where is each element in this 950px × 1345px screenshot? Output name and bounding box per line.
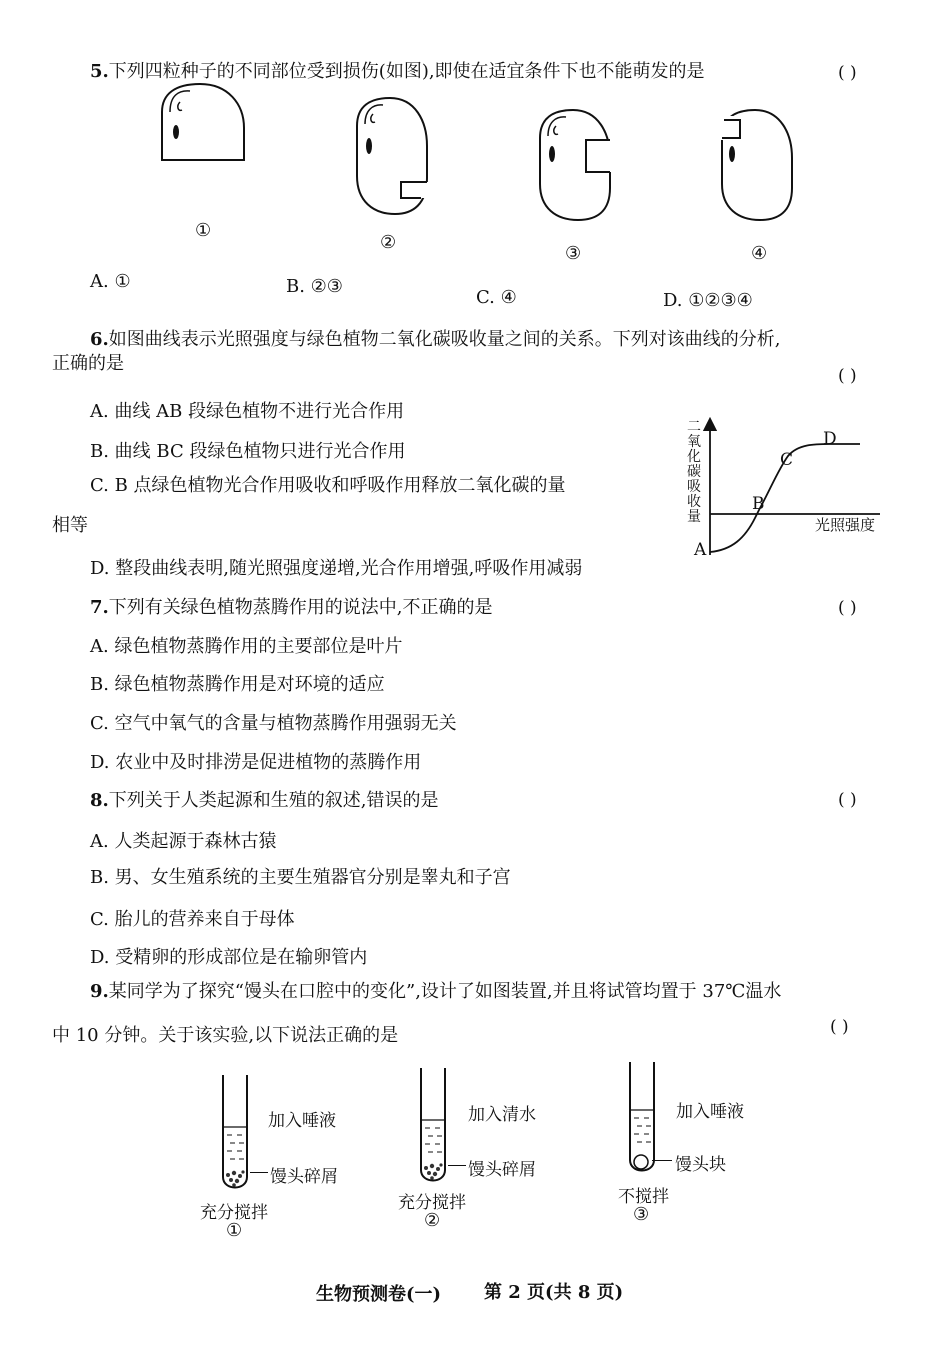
q5-option-c: C. ④ (476, 287, 517, 308)
test-tube-1 (220, 1075, 250, 1193)
tube2-content-label: 馒头碎屑 (468, 1160, 536, 1180)
q9-number: 9. (90, 981, 109, 1002)
tube3-add-label: 加入唾液 (676, 1102, 744, 1122)
q6-stem-line2: 正确的是 (52, 353, 124, 374)
graph-point-a: A (694, 540, 707, 560)
q6-answer-paren: ( ) (838, 366, 857, 386)
tube1-add-label: 加入唾液 (268, 1111, 336, 1131)
tube3-stir-label: 不搅拌 (618, 1187, 669, 1207)
graph-point-b: B (752, 494, 765, 514)
q8-number: 8. (90, 790, 109, 811)
q6-option-b: B. 曲线 BC 段绿色植物只进行光合作用 (90, 441, 406, 462)
seed-figure-3 (538, 108, 613, 222)
tube3-leader-line (652, 1160, 672, 1161)
q5-stem (90, 60, 705, 84)
q6-number: 6. (90, 329, 109, 350)
seed-figure-2 (355, 96, 430, 216)
footer-page-number: 第 2 页(共 8 页) (484, 1282, 624, 1303)
q8-stem: 8.下列关于人类起源和生殖的叙述,错误的是 (90, 790, 439, 811)
q6-option-c: C. B 点绿色植物光合作用吸收和呼吸作用释放二氧化碳的量 (90, 475, 566, 496)
test-tube-2 (418, 1068, 448, 1186)
q7-option-c: C. 空气中氧气的含量与植物蒸腾作用强弱无关 (90, 713, 457, 734)
photosynthesis-curve-graph (700, 420, 900, 560)
graph-x-label: 光照强度 (815, 516, 876, 534)
seed-label-2: ② (380, 232, 397, 253)
q7-stem: 7.下列有关绿色植物蒸腾作用的说法中,不正确的是 (90, 597, 493, 618)
q8-option-b: B. 男、女生殖系统的主要生殖器官分别是睾丸和子宫 (90, 867, 511, 888)
q8-option-d: D. 受精卵的形成部位是在输卵管内 (90, 947, 368, 968)
q5-text: 下列四粒种子的不同部位受到损伤(如图),即使在适宜条件下也不能萌发的是 (108, 61, 705, 82)
q6-option-a: A. 曲线 AB 段绿色植物不进行光合作用 (90, 401, 405, 422)
q6-option-c-cont: 相等 (52, 515, 88, 536)
q5-number: 5. (90, 61, 109, 82)
tube1-stir-label: 充分搅拌 (200, 1203, 268, 1223)
seed-label-1: ① (195, 220, 212, 241)
tube2-leader-line (448, 1165, 466, 1166)
q6-option-d: D. 整段曲线表明,随光照强度递增,光合作用增强,呼吸作用减弱 (90, 558, 583, 579)
q6-stem-line1: 6.如图曲线表示光照强度与绿色植物二氧化碳吸收量之间的关系。下列对该曲线的分析, (90, 329, 781, 350)
q7-number: 7. (90, 597, 109, 618)
test-tube-3 (627, 1062, 657, 1176)
q8-option-a: A. 人类起源于森林古猿 (90, 831, 277, 852)
q5-option-d: D. ①②③④ (663, 290, 753, 311)
q7-option-b: B. 绿色植物蒸腾作用是对环境的适应 (90, 674, 385, 695)
q9-stem-line2: 中 10 分钟。关于该实验,以下说法正确的是 (52, 1025, 399, 1046)
seed-figure-4 (720, 108, 795, 222)
q5-answer-paren: ( ) (838, 63, 857, 83)
q5-option-b: B. ②③ (286, 276, 343, 297)
q7-option-d: D. 农业中及时排涝是促进植物的蒸腾作用 (90, 752, 422, 773)
tube1-leader-line (250, 1172, 268, 1173)
seed-figure-1 (160, 82, 250, 164)
q9-answer-paren: ( ) (830, 1017, 849, 1037)
tube2-number: ② (424, 1210, 441, 1231)
tube3-content-label: 馒头块 (675, 1155, 726, 1175)
seed-label-4: ④ (751, 243, 768, 264)
q8-answer-paren: ( ) (838, 790, 857, 810)
tube3-number: ③ (633, 1204, 650, 1225)
q9-stem-line1: 9.某同学为了探究“馒头在口腔中的变化”,设计了如图装置,并且将试管均置于 37℃温水 (90, 981, 782, 1002)
q7-answer-paren: ( ) (838, 598, 857, 618)
tube2-add-label: 加入清水 (468, 1105, 536, 1125)
graph-y-label: 二氧化碳吸收量 (687, 419, 701, 525)
q8-option-c: C. 胎儿的营养来自于母体 (90, 909, 295, 930)
q7-option-a: A. 绿色植物蒸腾作用的主要部位是叶片 (90, 636, 403, 657)
footer-exam-title: 生物预测卷(一) (316, 1284, 442, 1305)
graph-point-d: D (823, 429, 837, 449)
seed-label-3: ③ (565, 243, 582, 264)
graph-point-c: C (780, 450, 794, 470)
tube1-content-label: 馒头碎屑 (270, 1167, 338, 1187)
tube2-stir-label: 充分搅拌 (398, 1193, 466, 1213)
tube1-number: ① (226, 1220, 243, 1241)
q5-option-a: A. ① (90, 271, 131, 292)
